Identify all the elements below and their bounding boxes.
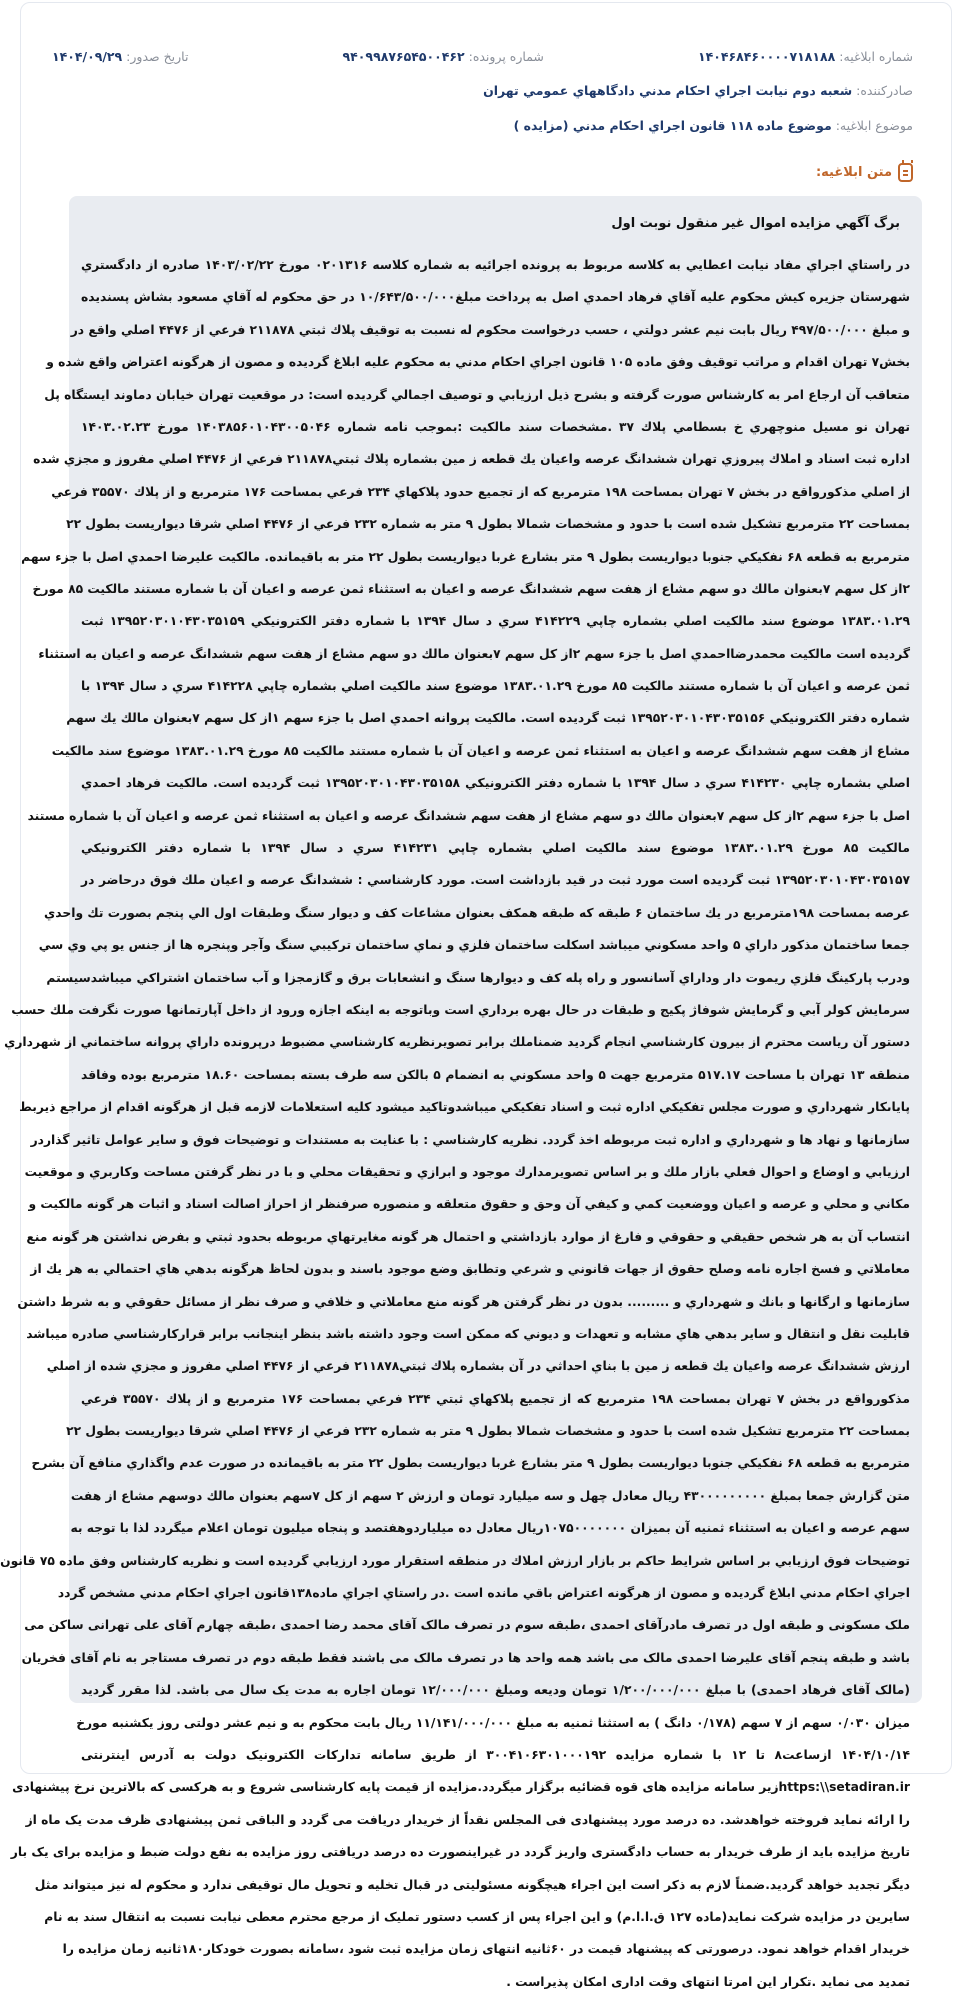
document-title: برگ آگهي مزايده اموال غير منقول نوبت اول <box>611 216 900 231</box>
meta-row <box>52 49 913 64</box>
document-line: سایرین در مزایده شرکت نماید(ماده ۱۲۷ ق.ا.ا.م) و این اجراء پس از کسب دستور تملیک از مرجع محترم معطی نیابت نسبت به انتقال سند به نام <box>44 1909 910 1924</box>
document-line: اصلي بشماره چاپي ۴۱۴۲۳۰ سري د سال ۱۳۹۴ با شماره دفتر الكترونيكي ۱۳۹۵۲۰۳۰۱۰۴۳۰۳۵۱۵۸ ثبت گرديده است. مالكيت فرهاد احمدي <box>81 776 910 791</box>
document-line: در راستاي اجراي مفاد نيابت اعطايي به كلاسه مربوط به پرونده اجرائيه به شماره كلاسه ۰۲۰۱۳۱۶ مورخ ۱۴۰۳/۰۲/۲۲ صادره از دادگستري <box>81 258 911 272</box>
document-line: مذكورواقع در بخش ۷ تهران بمساحت ۱۹۸ مترمربع كه از تجميع پلاكهاي ثبتي ۲۳۴ فرعي بمساحت ۱۷۶ مترمربع و از پلاك ۳۵۵۷۰ فرعي <box>81 1391 910 1406</box>
document-line: باشد و طبقه پنجم آقای علیرضا احمدی مالک می باشد همه واحد ها در تصرف مالک می باشند فقط طبقه دوم در تصرف مستاجر به نام آقای فخریان <box>21 1650 910 1665</box>
document-line: اجراي احكام مدني ابلاغ گرديده و مصون از هرگونه اعتراض باقي مانده است .در راستاي اجراي ماده۱۳۸قانون اجراي احكام مدني مشخص گردد <box>57 1586 910 1601</box>
notice-number-field <box>698 49 913 64</box>
document-line: شماره دفتر الكترونيكي ۱۳۹۵۲۰۳۰۱۰۴۳۰۳۵۱۵۶ ثبت گرديده است. مالكيت پروانه احمدي اصل با جزء سهم ۱از كل سهم ۷بعنوان مالك يك سهم <box>66 711 910 726</box>
document-line: متن گزارش جمعا بمبلغ ۴۳۰۰۰۰۰۰۰۰۰ ريال معادل چهل و سه ميليارد تومان و ارزش ۲ سهم از كل ۷سهم بعنوان مالك دوسهم مشاع از هفت <box>70 1488 910 1503</box>
document-line: و مبلغ ۴۹۷/۵۰۰/۰۰۰ ريال بابت نيم عشر دولتي ، حسب درخواست محكوم له نسبت به توقيف پلاك ثبتي ۲۱۱۸۷۸ فرعي از ۴۴۷۶ اصلي واقع در <box>70 322 910 337</box>
document-line: مترمربع به قطعه ۶۸ نفكيكي جنوبا ديواريست بطول ۹ متر بشارع غربا ديواريست بطول ۲۲ متر به باقيمانده در صورت عدم واگذاري منافع آن بشرح <box>31 1456 910 1471</box>
document-line: اداره ثبت اسناد و املاك پيروزي تهران ششدانگ عرصه واعيان يك قطعه ز مين بشماره پلاك ثبتي۲۱۱۸۷۸ فرعي از ۴۴۷۶ اصلي مفروز و مجزي شده <box>33 452 910 467</box>
document-line: معاملاتي و فسخ اجاره نامه وصلح حقوق از جهات قانوني و شرعي وتطابق وضع موجود باسند و بدون لحاظ هرگونه بدهي هاي احتمالي به هر يك از <box>30 1262 910 1277</box>
issue-date-label: تاريخ صدور: <box>126 49 189 64</box>
document-line: ۱۳۸۳.۰۱.۲۹ موضوع سند مالكيت اصلي بشماره چاپي ۴۱۴۲۲۹ سري د سال ۱۳۹۴ با شماره دفتر الكترونيكي ۱۳۹۵۲۰۳۰۱۰۴۳۰۳۵۱۵۹ ثبت <box>81 614 911 629</box>
document-line: تاریخ مزایده باید از طرف خریدار به حساب دادگستری واریز گردد در غیراینصورت ده درصد دریافتی روز مزایده به نفع دولت ضبط و مزایده برای یک بار <box>10 1845 910 1860</box>
document-line: سازمانها و نهاد ها و شهرداري و اداره ثبت مربوطه اخذ گردد. نظريه كارشناسي : با عنايت به مستندات و توضيحات فوق و ساير عوامل تاثير گذاردر <box>30 1132 910 1147</box>
issue-date-field <box>52 49 188 64</box>
document-line: (مالک آقای فرهاد احمدی) با مبلغ ۱/۲۰۰/۰۰۰/۰۰۰ تومان ودیعه ومبلغ ۱۲/۰۰۰/۰۰۰ تومان اجاره به مدت یک سال می باشد. لذا مقرر گردید <box>81 1683 910 1698</box>
document-line: از اصلي مذكورواقع در بخش ۷ تهران بمساحت ۱۹۸ مترمربع كه از تجميع حدود پلاكهاي ۲۳۴ فرعي بمساحت ۱۷۶ مترمربع و از پلاك ۳۵۵۷۰ فرعي <box>51 484 910 499</box>
document-line: اصل با جزء سهم ۲از كل سهم ۷بعنوان مالك دو سهم مشاع از هفت سهم ششدانگ عرصه و اعيان به استثناء ثمن عرصه و اعيان آن با شماره مستند <box>27 808 910 823</box>
document-line: توضيحات فوق ارزيابي بر اساس شرايط حاكم بر بازار ارزش املاك در منطقه استقرار مورد ارزيابي گرديده است و نظريه كارشناس وفق ماده ۷۵ قانون <box>0 1553 910 1568</box>
document-line: شهرستان جزيره كيش محكوم عليه آقاي فرهاد احمدي اصل به پرداخت مبلغ۱۰/۶۴۳/۵۰۰/۰۰۰ در حق محكوم له آقاي مسعود بشاش پسنديده <box>81 290 910 305</box>
document-line: پاياںكار شهرداري و صورت مجلس تفكيكي اداره ثبت و اسناد تفكيكي ميباشدوتاكيد ميشود كليه استعلامات لازمه قبل از هرگونه اقدام از مراجع ذيربط <box>19 1100 910 1115</box>
document-line: قابليت نقل و انتقال و ساير بدهي هاي مشابه و تعهدات و ديوني كه ممكن است وجود داشته باشد بنظر اينجانب برابر قراركارشناسي صادره ميباشد <box>26 1326 910 1341</box>
document-line: بخش۷ تهران اقدام و مراتب توقيف وفق ماده ۱۰۵ قانون اجراي احكام مدني به محكوم عليه ابلاغ گرديده و مصون از هرگونه اعتراض واقع شده و <box>46 355 910 370</box>
issuer-value: شعبه دوم نيابت اجراي احکام مدني دادگاههاي عمومي تهران <box>483 83 853 98</box>
issuer-label: صادرکننده: <box>856 83 913 98</box>
document-line: تمدید می نماید .تکرار این امرتا انتهای وقت اداری امکان پذیراست . <box>506 1974 910 1989</box>
document-line: ثمن عرصه و اعيان آن با شماره مستند مالكيت ۸۵ مورخ ۱۳۸۳.۰۱.۲۹ موضوع سند مالكيت اصلي بشماره چاپي ۴۱۴۲۲۸ سري د سال ۱۳۹۴ با <box>81 679 911 694</box>
notice-card <box>0 2 952 1989</box>
document-line: مترمربع به قطعه ۶۸ نفكيكي جنوبا ديواريست بطول ۹ متر بشارع غربا ديواريست بطول ۲۲ متر به باقيمانده. مالكيت عليرضا احمدي اصل با جزء سهم <box>21 549 910 564</box>
document-line: ودرب پاركينگ فلزي ريموت دار وداراي آسانسور و راه پله كف و ديوارها سنگ و انشعابات برق و گازمجزا و آب ساختمان اشتراكي ميباشدسيستم <box>46 970 910 985</box>
case-number-label: شماره پرونده: <box>468 49 544 64</box>
case-number-value: ۹۴۰۹۹۸۷۶۵۴۵۰۰۴۶۲ <box>342 49 465 64</box>
document-line: را ارائه نماید فروخته خواهدشد. ده درصد مورد پیشنهادی فی المجلس نقداً از خریدار دریافت می گردد و الباقی ثمن پیشنهادی ظرف مدت یک ماه از <box>25 1812 910 1827</box>
document-line: عرصه بمساحت ۱۹۸مترمربع در يك ساختمان ۶ طبقه كه طبقه همكف بعنوان مشاعات كف و ديوار سنگ وطبقات اول الي پنجم بصورت تك واحدي <box>44 905 910 920</box>
document-line: تهران نو مسيل منوچهري خ بسطامي پلاك ۳۷ .مشخصات سند مالكيت :بموجب نامه شماره ۱۴۰۳۸۵۶۰۱۰۴۳۰۰۵۰۴۶ مورخ ۱۴۰۳.۰۲.۲۳ <box>81 419 911 434</box>
document-line: منطقه ۱۳ تهران با مساحت ۵۱۷.۱۷ مترمربع جهت ۵ واحد مسكوني به انضمام ۵ بالكن سه طرف بسته بمساحت ۱۸.۶۰ مترمربع بوده وفاقد <box>81 1067 910 1082</box>
document-line: مالكيت ۸۵ مورخ ۱۳۸۳.۰۱.۲۹ موضوع سند مالكيت اصلي بشماره چاپي ۴۱۴۲۳۱ سري د سال ۱۳۹۴ با شماره دفتر الكترونيكي <box>81 841 910 856</box>
document-line: میزان ۰/۰۳۰ سهم از ۷ سهم (۰/۱۷۸ دانگ ) به استثنا ثمنیه به مبلغ ۱۱/۱۴۱/۰۰۰/۰۰۰ ریال بابت محکوم به و نیم عشر دولتی روز یکشنبه مورخ <box>76 1715 910 1730</box>
notice-text-heading <box>816 163 913 182</box>
issue-date-value: ۱۴۰۴/۰۹/۲۹ <box>52 49 123 64</box>
issuer-field <box>483 83 913 98</box>
notice-number-label: شماره ابلاغيه: <box>839 49 913 64</box>
document-line: خریدار اقدام خواهد نمود. درصورتی که پیشنهاد قیمت در ۶۰ثانیه انتهای زمان مزایده ثبت شود ،سامانه بصورت خودکار۱۸۰ثانیه زمان مزایده را <box>62 1942 910 1957</box>
document-body <box>0 249 911 1998</box>
subject-label: موضوع ابلاغيه: <box>835 118 913 133</box>
document-line: مكاني و محلي و عرصه و اعيان ووضعيت كمي و كيفي آن وحق و حقوق متعلقه و منصوره صرفنظر از احراز اصالت اسناد و اثبات هر گونه مالكيت و <box>28 1197 910 1212</box>
notice-text-heading-label: متن ابلاغيه: <box>815 165 892 180</box>
document-line: ۱۴۰۴/۱۰/۱۴ ازساعت۸ تا ۱۲ با شماره مزایده ۳۰۰۴۱۰۶۳۰۱۰۰۰۱۹۲ از طریق سامانه تدارکات الکترونیک دولت به آدرس اینترنتی <box>81 1747 911 1762</box>
notice-number-value: ۱۴۰۴۶۸۴۶۰۰۰۰۷۱۸۱۸۸ <box>697 49 836 64</box>
notepad-icon <box>898 163 913 182</box>
document-line: گرديده است مالكيت محمدرضااحمدي اصل با جزء سهم ۲از كل سهم ۷بعنوان مالك دو سهم مشاع از هفت سهم ششدانگ عرصه و اعيان به استثناء <box>38 646 910 661</box>
document-line: انتساب آن به هر شخص حقيقي و حقوقي و فارغ از موارد بازداشتي و احتمال هر گونه مغايرتهاي مربوطه بحدود ثبتي و بفرض نداشتن هر گونه منع <box>26 1229 910 1244</box>
case-number-field <box>343 49 544 64</box>
document-line: دیگر تجدید خواهد گردید.ضمناً لازم به ذکر است این اجراء هیچگونه مسئولیتی در قبال تخلیه و تحویل مال توقیفی ندارد و محکوم له نیز میتواند مثل <box>34 1877 910 1892</box>
document-line: ملک مسکونی و طبقه اول در تصرف مادرآقای احمدی ،طبقه سوم در تصرف مالک آقای محمد رضا احمدی ،طبقه چهارم آقای علی تهرانی ساکن می <box>24 1618 910 1633</box>
document-line: ارزيابي و اوضاع و احوال فعلي بازار ملك و بر اساس تصويرمدارك موجود و ابرازي و تحقيقات محلي و با در نظر گرفتن مساحت وكاربري و موقعيت <box>24 1164 910 1179</box>
document-line: جمعا ساختمان مذكور داراي ۵ واحد مسكوني ميباشد اسكلت ساختمان فلزي و نماي ساختمان تركيبي سنگ وآجر وپنجره ها از جنس يو پي وي سي <box>38 938 910 953</box>
document-line: سهم عرصه و اعيان به استثناء ثمنيه آن بميزان ۱۰۷۵۰۰۰۰۰۰۰ريال معادل ده ميلياردوهفتصد و پنجاه ميليون تومان اعلام ميگردد لذا با توجه به <box>70 1521 910 1536</box>
subject-field <box>514 118 913 133</box>
document-line: مشاع از هفت سهم ششدانگ عرصه و اعيان به استثناء ثمن عرصه و اعيان آن با شماره مستند مالكيت ۸۵ مورخ ۱۳۸۳.۰۱.۲۹ موضوع سند مالكيت <box>51 743 910 758</box>
document-line: ۲از كل سهم ۷بعنوان مالك دو سهم مشاع از هفت سهم ششدانگ عرصه و اعيان به استثناء ثمن عرصه و اعيان آن با شماره مستند مالكيت ۸۵ مورخ <box>32 581 910 596</box>
document-line: متعاقب آن ارجاع امر به كارشناس صورت گرفته و بشرح ذيل ارزيابي و توصيف اجمالي گرديده است: در موقعيت تهران خيابان دماوند ايستگاه پل <box>44 387 910 402</box>
document-line: ارزش ششدانگ عرصه واعيان يك قطعه ز مين با بناي احداثي در آن بشماره پلاك ثبتي۲۱۱۸۷۸ فرعي از ۴۴۷۶ اصلي مفروز و مجزي شده از اصلي <box>46 1359 910 1374</box>
document-line: بمساحت ۲۲ مترمربع تشكيل شده است با حدود و مشخصات شمالا بطول ۹ متر به شماره ۲۳۲ فرعي از ۴۴۷۶ اصلي شرقا ديواريست بطول ۲۲ <box>66 1424 910 1439</box>
document-line: https:\\setadiran.irزیر سامانه مزایده های قوه قضائیه برگزار میگردد.مزایده از قیمت پایه کارشناسی شروع و به هرکسی که بالاترین نرخ پیشنهادی <box>12 1780 910 1795</box>
document-line: سرمايش كولر آبي و گرمايش شوفاژ پكيج و طبقات در حال بهره برداري است وباتوجه به اينكه اجازه ورود از داخل آپارتمانها صورت نگرفت ملك حسب <box>11 1002 910 1017</box>
notice-text-box <box>0 196 922 1989</box>
subject-value: موضوع ماده ۱۱۸ قانون اجراي احکام مدني (مزايده ) <box>513 118 832 133</box>
document-line: ۱۳۹۵۲۰۳۰۱۰۴۳۰۳۵۱۵۷ ثبت گرديده است مورد ثبت در قيد بازداشت است. مورد كارشناسي : ششدانگ عرصه و اعيان ملك فوق درحاضر در <box>81 873 910 888</box>
document-line: دستور آن رياست محترم از بيرون كارشناسي انجام گرديد ضمناملك برابر تصويرنظريه كارشناسي مضبوط درپرونده داراي پروانه ساختماني از شهرداري <box>4 1035 910 1050</box>
document-line: بمساحت ۲۲ مترمربع تشكيل شده است با حدود و مشخصات شمالا بطول ۹ متر به شماره ۲۳۲ فرعي از ۴۴۷۶ اصلي شرقا ديواريست بطول ۲۲ <box>66 517 910 532</box>
document-line: سازمانها و ارگانها و بانك و شهرداري و ......... بدون در نظر گرفتن هر گونه منع معاملاتي و خلافي و صرف نظر از مسائل حقوقي و به شرط داشتن <box>17 1294 910 1309</box>
